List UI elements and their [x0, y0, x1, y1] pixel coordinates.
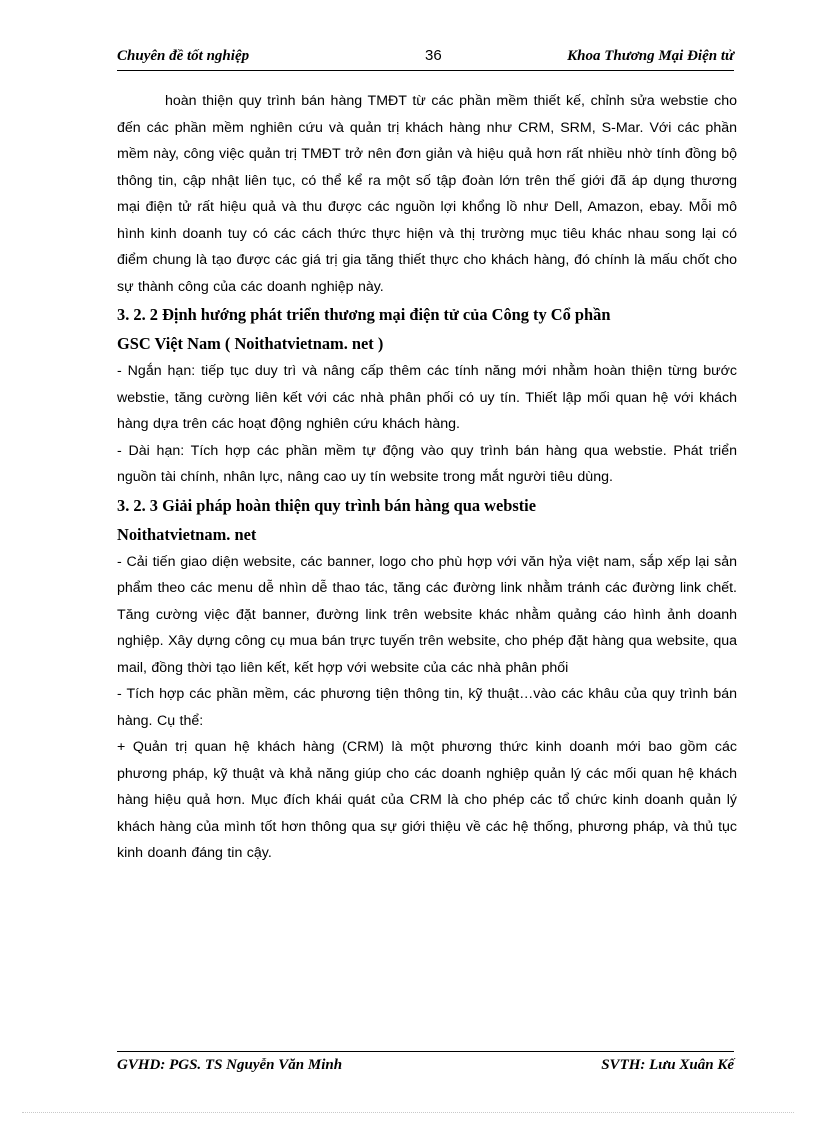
paragraph-integration: - Tích hợp các phần mềm, các phương tiện thông tin, kỹ thuật…vào các khâu của quy trình bán hàng. Cụ thể: — [117, 686, 737, 729]
header-title: Chuyên đề tốt nghiệp — [117, 48, 250, 64]
page-number: 36 — [425, 47, 442, 64]
paragraph-long-term: - Dài hạn: Tích hợp các phần mềm tự động vào quy trình bán hàng qua webstie. Phát triển nguồn tài chính, nhân lực, nâng cao uy tín website trong mắt người tiêu dùng. — [117, 442, 737, 485]
footer-advisor: GVHD: PGS. TS Nguyễn Văn Minh — [117, 1057, 343, 1073]
section-heading-3-2-2-cont: GSC Việt Nam ( Noithatvietnam. net ) — [117, 334, 384, 353]
paragraph-crm: + Quản trị quan hệ khách hàng (CRM) là một phương thức kinh doanh mới bao gồm các phương pháp, kỹ thuật và khả năng giúp cho các doanh nghiệp quản lý các mối quan hệ khách hàng hiệu quả hơn. Mục đích khái quát của CRM là cho phép các tổ chức kinh doanh quản lý khách hàng của mình tốt hơn thông qua sự giới thiệu về các hệ thống, phương pháp, và thủ tục kinh doanh đáng tin cậy. — [117, 739, 737, 861]
paragraph-interface: - Cải tiến giao diện website, các banner, logo cho phù hợp với văn hỷa việt nam, sắp xếp lại sản phẩm theo các menu dễ nhìn dễ thao tác, tăng các đường link nhằm tránh các đường link chết. Tăng cường việc đặt banner, đường link trên website khác nhằm quảng cáo hình ảnh doanh nghiệp. Xây dựng công cụ mua bán trực tuyến trên website, cho phép đặt hàng qua website, qua mail, đồng thời tạo liên kết, kết hợp với website của các nhà phân phối — [117, 553, 737, 676]
document-body — [117, 88, 737, 867]
paragraph-intro: hoàn thiện quy trình bán hàng TMĐT từ các phần mềm thiết kế, chỉnh sửa webstie cho đến các phần mềm nghiên cứu và quản trị khách hàng như CRM, SRM, S-Mar. Với các phần mềm này, công việc quản trị TMĐT trở nên đơn giản và hiệu quả hơn rất nhiều nhờ tính đồng bộ thông tin, cập nhật liên tục, có thể kể ra một số tập đoàn lớn trên thế giới đã áp dụng thương mại điện tử rất hiệu quả và thu được các nguồn lợi khổng lồ như Dell, Amazon, ebay. Mỗi mô hình kinh doanh tuy có các cách thức thực hiện và thị trường mục tiêu khác nhau song lại có điểm chung là tạo được các giá trị gia tăng thiết thực cho khách hàng, đó chính là mấu chốt cho sự thành công của các doanh nghiệp này. — [117, 93, 737, 295]
section-heading-3-2-3: 3. 2. 3 Giải pháp hoàn thiện quy trình bán hàng qua webstie — [117, 495, 537, 515]
page-footer — [117, 1051, 734, 1078]
page-header — [117, 46, 734, 71]
paragraph-short-term: - Ngắn hạn: tiếp tục duy trì và nâng cấp thêm các tính năng mới nhằm hoàn thiện từng bước webstie, tăng cường liên kết với các nhà phân phối có uy tín. Thiết lập mối quan hệ với khách hàng dựa trên các hoạt động nghiên cứu khách hàng. — [117, 363, 737, 432]
page-bottom-divider — [22, 1112, 794, 1113]
header-department: Khoa Thương Mại Điện tử — [567, 48, 734, 64]
section-heading-3-2-3-cont: Noithatvietnam. net — [117, 524, 257, 544]
section-heading-3-2-2: 3. 2. 2 Định hướng phát triển thương mại điện tử của Công ty Cổ phần — [117, 305, 611, 324]
footer-student: SVTH: Lưu Xuân Kế — [601, 1057, 734, 1073]
